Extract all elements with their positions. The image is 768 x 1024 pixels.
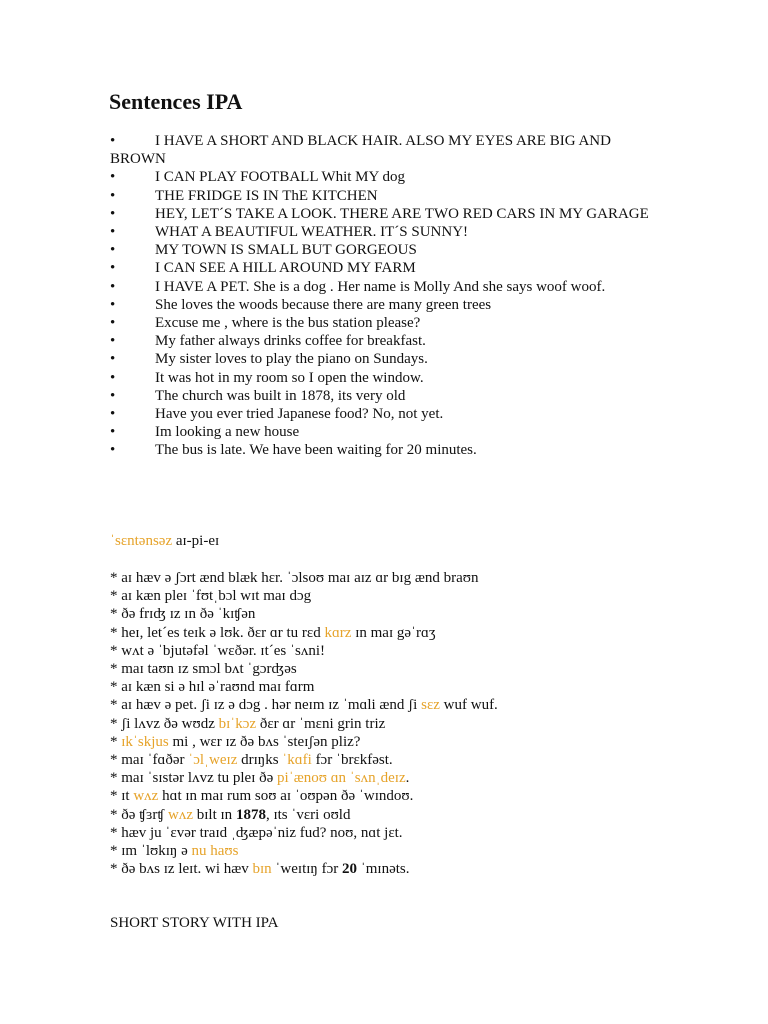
ipa-text: wuf wuf. bbox=[439, 697, 498, 714]
ipa-line bbox=[110, 696, 670, 714]
ipa-bold-number: 1878 bbox=[235, 806, 266, 823]
ipa-line bbox=[110, 733, 670, 751]
ipa-line bbox=[110, 787, 670, 805]
section-heading: SHORT STORY WITH IPA bbox=[110, 915, 279, 931]
ipa-text: * ʃi lʌvz ðə wʊdz bbox=[110, 715, 219, 732]
ipa-line bbox=[110, 642, 670, 660]
sentence-item: • HEY, LET´S TAKE A LOOK. THERE ARE TWO RED CARS IN MY GARAGE bbox=[110, 205, 670, 223]
sentence-item: • Have you ever tried Japanese food? No, not yet. bbox=[110, 405, 670, 423]
ipa-text: * bbox=[110, 733, 122, 750]
ipa-text: * hæv ju ˈɛvər traɪd ˌʤæpəˈniz fud? noʊ, nɑt jɛt. bbox=[110, 824, 403, 841]
ipa-text: , ɪts ˈvɛri oʊld bbox=[265, 806, 351, 823]
ipa-highlight: wʌz bbox=[168, 806, 194, 823]
sentence-item: • She loves the woods because there are many green trees bbox=[110, 296, 670, 314]
ipa-line bbox=[110, 860, 670, 878]
ipa-transcription-list bbox=[110, 569, 670, 878]
ipa-line bbox=[110, 751, 670, 769]
page-title: Sentences IPA bbox=[109, 89, 243, 114]
ipa-text: . bbox=[405, 770, 410, 787]
ipa-heading-word: ˈsɛntənsəz bbox=[110, 533, 173, 549]
ipa-highlight: piˈænoʊ ɑn ˈsʌnˌdeɪz bbox=[277, 770, 406, 787]
sentence-item: • I HAVE A PET. She is a dog . Her name is Molly And she says woof woof. bbox=[110, 278, 670, 296]
ipa-line bbox=[110, 660, 670, 678]
ipa-heading-rest: aɪ-pi-eɪ bbox=[172, 533, 220, 549]
ipa-highlight: bɪˈkɔz bbox=[218, 715, 257, 732]
ipa-line bbox=[110, 806, 670, 824]
ipa-text: ðɛr ɑr ˈmɛni grin triz bbox=[256, 715, 386, 732]
ipa-text: ˈmɪnəts. bbox=[356, 861, 410, 878]
ipa-text: * aɪ kæn si ə hɪl əˈraʊnd maɪ fɑrm bbox=[110, 679, 315, 696]
ipa-highlight: sɛz bbox=[421, 697, 440, 714]
ipa-line bbox=[110, 824, 670, 842]
ipa-text: * wʌt ə ˈbjutəfəl ˈwɛðər. ɪt´es ˈsʌni! bbox=[110, 642, 325, 659]
ipa-highlight: nu haʊs bbox=[191, 843, 239, 860]
ipa-text: bɪlt ɪn bbox=[193, 806, 236, 823]
ipa-line bbox=[110, 842, 670, 860]
sentence-item: • I CAN SEE A HILL AROUND MY FARM bbox=[110, 259, 670, 277]
ipa-line bbox=[110, 587, 670, 605]
ipa-highlight: wʌz bbox=[133, 788, 159, 805]
ipa-line bbox=[110, 715, 670, 733]
sentence-item: • The bus is late. We have been waiting for 20 minutes. bbox=[110, 441, 670, 459]
ipa-text: ɪn maɪ gəˈrɑʒ bbox=[351, 624, 436, 641]
sentence-list bbox=[110, 132, 670, 460]
sentence-item: • THE FRIDGE IS IN ThE KITCHEN bbox=[110, 187, 670, 205]
ipa-line bbox=[110, 569, 670, 587]
ipa-text: * heɪ, let´es teɪk ə lʊk. ðɛr ɑr tu rɛd bbox=[110, 624, 325, 641]
ipa-highlight: kɑrz bbox=[324, 624, 352, 641]
ipa-text: * ɪm ˈlʊkɪŋ ə bbox=[110, 843, 192, 860]
ipa-text: hɑt ɪn maɪ rum soʊ aɪ ˈoʊpən ðə ˈwɪndoʊ. bbox=[158, 788, 414, 805]
ipa-text: * maɪ ˈfɑðər bbox=[110, 752, 189, 769]
sentence-item: • I HAVE A SHORT AND BLACK HAIR. ALSO MY EYES ARE BIG AND BROWN bbox=[110, 132, 670, 168]
ipa-text: ˈweɪtɪŋ fɔr bbox=[271, 861, 342, 878]
ipa-highlight: ˈkɑfi bbox=[282, 752, 312, 769]
ipa-line bbox=[110, 678, 670, 696]
ipa-text: * aɪ hæv ə ʃɔrt ænd blæk hɛr. ˈɔlsoʊ maɪ aɪz ɑr bɪg ænd braʊn bbox=[110, 570, 479, 586]
sentence-item: • WHAT A BEAUTIFUL WEATHER. IT´S SUNNY! bbox=[110, 223, 670, 241]
ipa-text: * aɪ kæn pleɪ ˈfʊtˌbɔl wɪt maɪ dɔg bbox=[110, 588, 312, 605]
ipa-heading bbox=[110, 532, 219, 550]
ipa-line bbox=[110, 605, 670, 623]
ipa-text: * ðə bʌs ɪz leɪt. wi hæv bbox=[110, 861, 253, 878]
ipa-text: * ðə frɪʤ ɪz ɪn ðə ˈkɪʧən bbox=[110, 606, 256, 623]
sentence-item: • It was hot in my room so I open the window. bbox=[110, 369, 670, 387]
sentence-item: • The church was built in 1878, its very old bbox=[110, 387, 670, 405]
ipa-text: * maɪ ˈsɪstər lʌvz tu pleɪ ðə bbox=[110, 770, 278, 787]
ipa-line bbox=[110, 769, 670, 787]
ipa-text: * maɪ taʊn ɪz smɔl bʌt ˈgɔrʤəs bbox=[110, 661, 297, 678]
ipa-highlight: ˈɔlˌweɪz bbox=[188, 752, 238, 769]
sentence-item: • Im looking a new house bbox=[110, 423, 670, 441]
ipa-text: drɪŋks bbox=[237, 752, 283, 769]
sentence-item: • My father always drinks coffee for breakfast. bbox=[110, 332, 670, 350]
sentence-item: • MY TOWN IS SMALL BUT GORGEOUS bbox=[110, 241, 670, 259]
sentence-item: • I CAN PLAY FOOTBALL Whit MY dog bbox=[110, 168, 670, 186]
ipa-highlight: ɪkˈskjus bbox=[121, 733, 169, 750]
ipa-highlight: bɪn bbox=[252, 861, 272, 878]
ipa-line bbox=[110, 624, 670, 642]
ipa-text: fɔr ˈbrɛkfəst. bbox=[311, 752, 393, 769]
ipa-text: mi , wɛr ɪz ðə bʌs ˈsteɪʃən pliz? bbox=[168, 733, 361, 750]
sentence-item: • My sister loves to play the piano on Sundays. bbox=[110, 350, 670, 368]
ipa-text: * aɪ hæv ə pet. ʃi ɪz ə dɔg . hər neɪm ɪz ˈmɑli ænd ʃi bbox=[110, 697, 422, 714]
sentence-item: • Excuse me , where is the bus station please? bbox=[110, 314, 670, 332]
ipa-text: * ðə ʧɜrʧ bbox=[110, 806, 169, 823]
ipa-text: * ɪt bbox=[110, 788, 134, 805]
ipa-bold-number: 20 bbox=[341, 861, 357, 878]
